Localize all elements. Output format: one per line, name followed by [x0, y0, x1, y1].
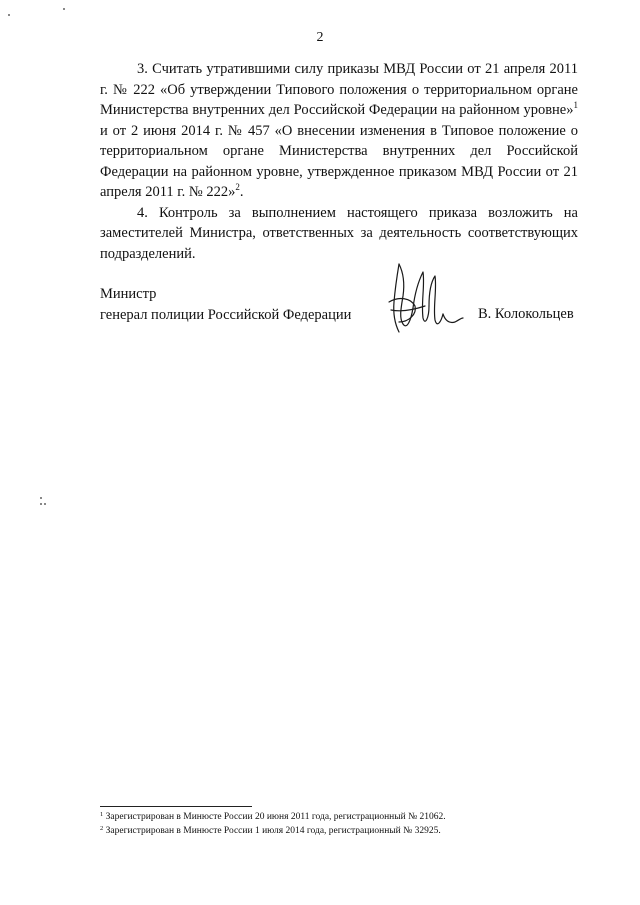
paragraph-3-text-part3: . — [239, 184, 244, 200]
scan-speck — [8, 14, 10, 16]
paragraph-3-text-part1: 3. Считать утратившими силу приказы МВД России от 21 апреля 2011 г. № 222 «Об утверждении Типового положения о территориальном органе Министерства внутренних дел Российской Федерации на районном уровне» — [100, 61, 578, 118]
paragraph-3 — [100, 59, 578, 203]
footnote-text: Зарегистрирован в Минюсте России 1 июля 2014 года, регистрационный № 32925. — [105, 826, 441, 836]
handwritten-signature — [385, 262, 465, 337]
footnote-mark: 1 — [100, 811, 104, 818]
footnote-1 — [100, 810, 580, 824]
signatory-name: В. Колокольцев — [478, 306, 574, 322]
footnote-text: Зарегистрирован в Минюсте России 20 июня 2011 года, регистрационный № 21062. — [105, 812, 446, 822]
paragraph-3-text-part2: и от 2 июня 2014 г. № 457 «О внесении изменения в Типовое положение о территориальном органе Министерства внутренних дел Российской Федерации на районном уровне, утвержденное приказом МВД России от 21 апреля 2011 г. № 222» — [100, 122, 578, 200]
scan-speck — [40, 503, 42, 505]
scan-speck — [44, 503, 46, 505]
footnote-ref-2: 2 — [235, 182, 240, 192]
scan-speck — [63, 8, 65, 10]
signatory-rank: генерал полиции Российской Федерации — [100, 307, 352, 323]
footnotes — [100, 810, 580, 838]
document-body — [100, 59, 578, 264]
footnote-mark: 2 — [100, 825, 104, 832]
scan-speck — [40, 497, 42, 499]
footnote-2 — [100, 824, 580, 838]
footnote-separator — [100, 806, 252, 807]
paragraph-4: 4. Контроль за выполнением настоящего приказа возложить на заместителей Министра, ответственных за деятельность соответствующих подразделений. — [100, 204, 578, 262]
page-number: 2 — [316, 30, 324, 45]
signatory-position: Министр — [100, 286, 157, 302]
footnote-ref-1: 1 — [573, 100, 578, 110]
